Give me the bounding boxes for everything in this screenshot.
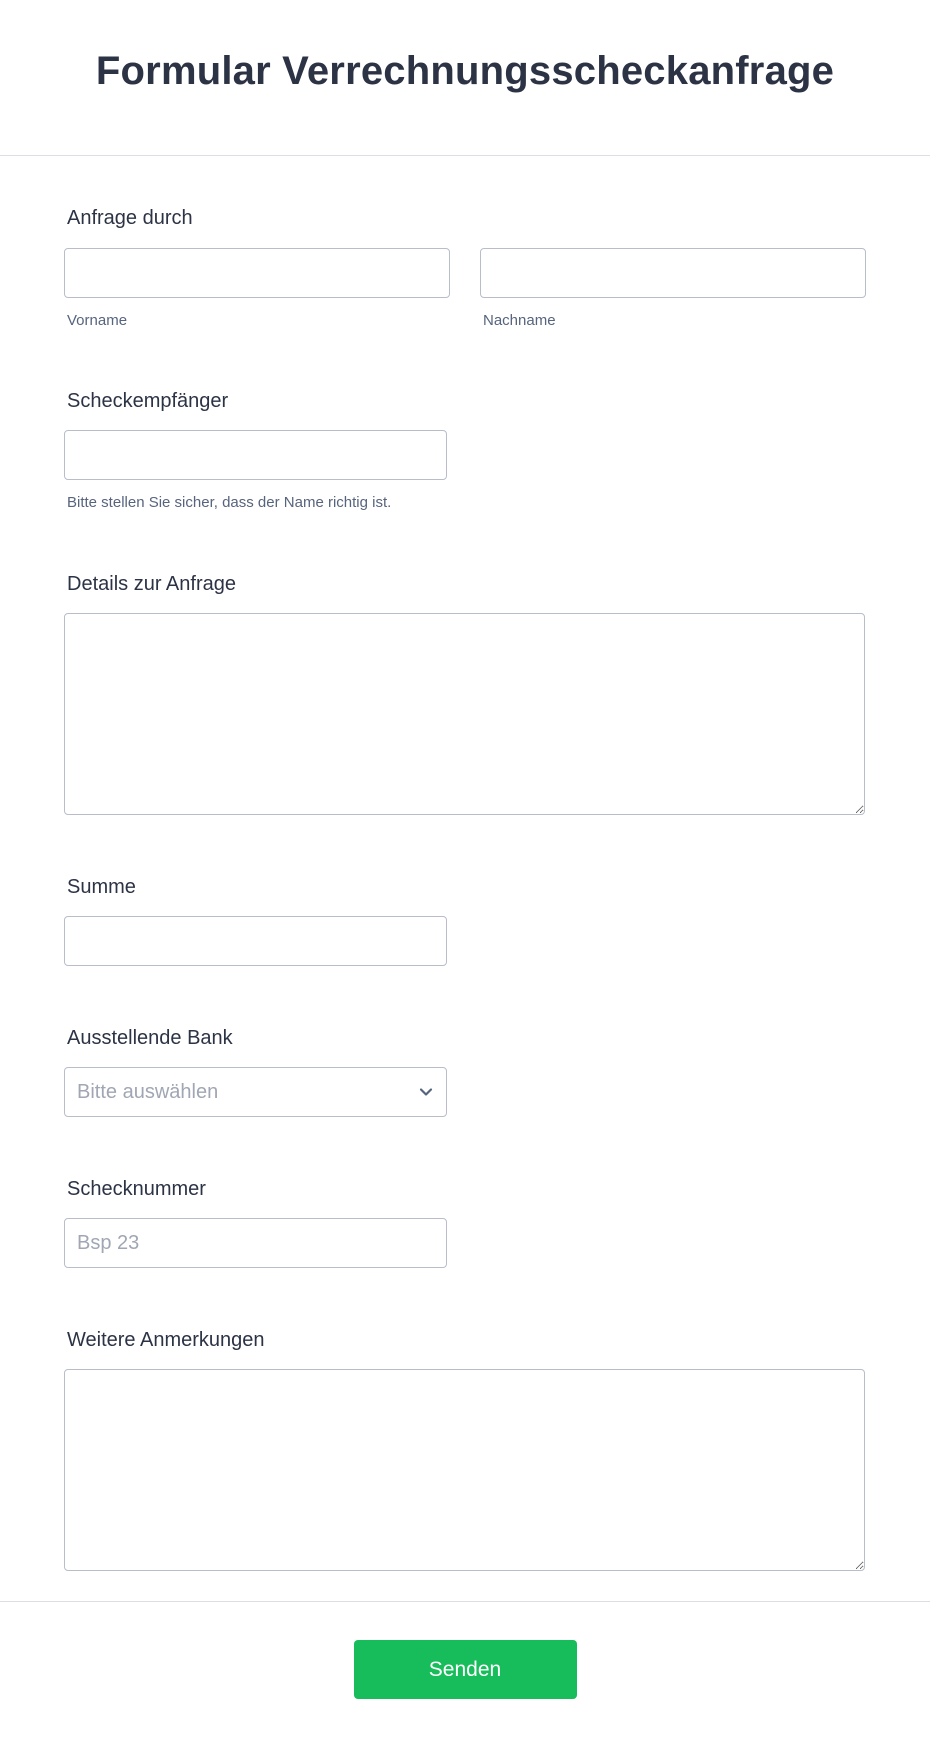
form-title: Formular Verrechnungsscheckanfrage <box>95 49 835 93</box>
check-number-label: Schecknummer <box>67 1178 206 1200</box>
payee-group <box>64 390 447 511</box>
details-label: Details zur Anfrage <box>67 573 236 595</box>
details-group <box>64 573 865 815</box>
form-footer <box>0 1601 930 1749</box>
first-name-sublabel: Vorname <box>67 312 128 329</box>
amount-group <box>64 876 447 966</box>
bank-select-value: Bitte auswählen <box>77 1080 219 1103</box>
last-name-group <box>480 248 866 329</box>
details-textarea[interactable] <box>64 613 865 815</box>
notes-textarea[interactable] <box>64 1369 865 1571</box>
first-name-input[interactable] <box>64 248 450 298</box>
check-number-group <box>64 1178 447 1268</box>
payee-label: Scheckempfänger <box>67 390 229 412</box>
requested-by-label: Anfrage durch <box>67 207 193 229</box>
notes-label: Weitere Anmerkungen <box>67 1329 265 1351</box>
payee-input[interactable] <box>64 430 447 480</box>
check-number-input[interactable] <box>64 1218 447 1268</box>
submit-button[interactable]: Senden <box>354 1640 577 1699</box>
bank-group <box>64 1027 447 1117</box>
payee-sublabel: Bitte stellen Sie sicher, dass der Name richtig ist. <box>67 494 392 511</box>
first-name-group <box>64 248 450 329</box>
bank-select[interactable] <box>64 1067 447 1117</box>
last-name-sublabel: Nachname <box>483 312 556 329</box>
chevron-down-icon <box>418 1084 434 1100</box>
form-header <box>0 0 930 156</box>
requested-by-group <box>64 207 193 230</box>
amount-label: Summe <box>67 876 136 898</box>
notes-group <box>64 1329 865 1571</box>
last-name-input[interactable] <box>480 248 866 298</box>
bank-label: Ausstellende Bank <box>67 1027 233 1049</box>
amount-input[interactable] <box>64 916 447 966</box>
